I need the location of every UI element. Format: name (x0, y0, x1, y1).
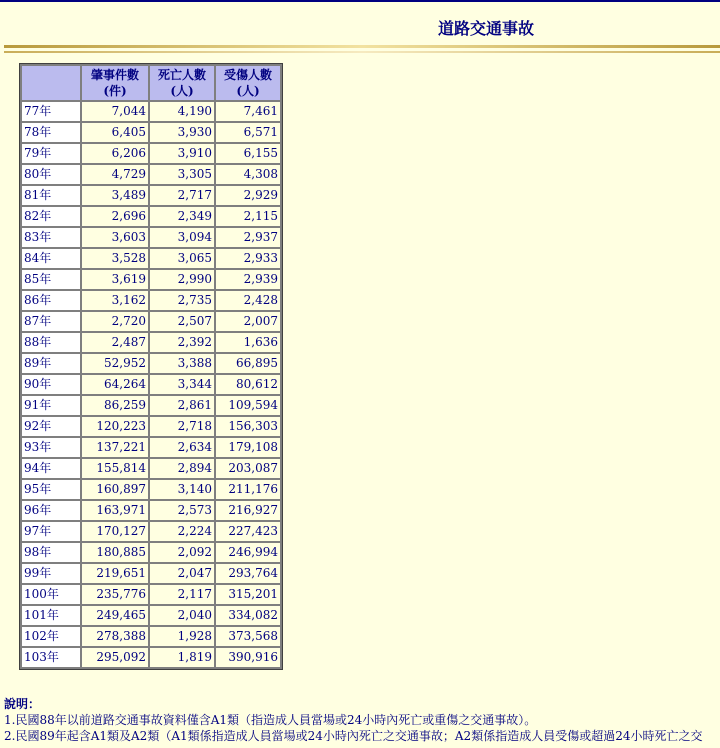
cell-injuries: 1,636 (216, 333, 280, 352)
accident-statistics-table (19, 63, 283, 670)
table-row (22, 543, 280, 562)
cell-year: 101年 (22, 606, 80, 625)
table-row (22, 606, 280, 625)
cell-accidents: 3,619 (82, 270, 148, 289)
table-row (22, 228, 280, 247)
cell-accidents: 7,044 (82, 102, 148, 121)
table-row (22, 270, 280, 289)
table-row (22, 123, 280, 142)
cell-year: 77年 (22, 102, 80, 121)
table-row (22, 312, 280, 331)
cell-deaths: 2,894 (150, 459, 214, 478)
cell-accidents: 2,720 (82, 312, 148, 331)
cell-injuries: 80,612 (216, 375, 280, 394)
cell-injuries: 66,895 (216, 354, 280, 373)
cell-year: 96年 (22, 501, 80, 520)
table-row (22, 417, 280, 436)
table-row (22, 249, 280, 268)
table-row (22, 438, 280, 457)
cell-deaths: 2,634 (150, 438, 214, 457)
cell-injuries: 373,568 (216, 627, 280, 646)
cell-injuries: 179,108 (216, 438, 280, 457)
cell-year: 88年 (22, 333, 80, 352)
cell-year: 91年 (22, 396, 80, 415)
header-deaths: 死亡人數 (人) (150, 66, 214, 100)
cell-year: 94年 (22, 459, 80, 478)
table-row (22, 501, 280, 520)
cell-injuries: 6,571 (216, 123, 280, 142)
cell-year: 98年 (22, 543, 80, 562)
cell-accidents: 4,729 (82, 165, 148, 184)
table-header-row (22, 66, 280, 100)
table-row (22, 102, 280, 121)
cell-deaths: 2,507 (150, 312, 214, 331)
table-row (22, 396, 280, 415)
cell-deaths: 3,305 (150, 165, 214, 184)
table-row (22, 459, 280, 478)
cell-injuries: 293,764 (216, 564, 280, 583)
cell-injuries: 203,087 (216, 459, 280, 478)
header-corner (22, 66, 80, 100)
table-row (22, 207, 280, 226)
cell-deaths: 2,047 (150, 564, 214, 583)
cell-deaths: 3,388 (150, 354, 214, 373)
notes-section (4, 696, 720, 744)
cell-accidents: 6,405 (82, 123, 148, 142)
cell-injuries: 6,155 (216, 144, 280, 163)
cell-deaths: 2,040 (150, 606, 214, 625)
cell-year: 79年 (22, 144, 80, 163)
cell-accidents: 2,696 (82, 207, 148, 226)
cell-year: 99年 (22, 564, 80, 583)
table-row (22, 333, 280, 352)
cell-deaths: 2,117 (150, 585, 214, 604)
cell-accidents: 137,221 (82, 438, 148, 457)
cell-accidents: 235,776 (82, 585, 148, 604)
cell-year: 102年 (22, 627, 80, 646)
cell-injuries: 109,594 (216, 396, 280, 415)
cell-deaths: 2,735 (150, 291, 214, 310)
table-row (22, 480, 280, 499)
cell-year: 81年 (22, 186, 80, 205)
cell-year: 85年 (22, 270, 80, 289)
cell-injuries: 334,082 (216, 606, 280, 625)
cell-accidents: 86,259 (82, 396, 148, 415)
cell-deaths: 1,928 (150, 627, 214, 646)
cell-accidents: 219,651 (82, 564, 148, 583)
header-accidents: 肇事件數 (件) (82, 66, 148, 100)
cell-deaths: 2,349 (150, 207, 214, 226)
table-row (22, 564, 280, 583)
cell-deaths: 2,861 (150, 396, 214, 415)
cell-accidents: 120,223 (82, 417, 148, 436)
cell-accidents: 52,952 (82, 354, 148, 373)
cell-deaths: 2,718 (150, 417, 214, 436)
cell-injuries: 227,423 (216, 522, 280, 541)
cell-injuries: 156,303 (216, 417, 280, 436)
cell-deaths: 3,094 (150, 228, 214, 247)
table-row (22, 165, 280, 184)
cell-accidents: 6,206 (82, 144, 148, 163)
cell-deaths: 3,140 (150, 480, 214, 499)
cell-accidents: 2,487 (82, 333, 148, 352)
table-row (22, 144, 280, 163)
cell-accidents: 3,489 (82, 186, 148, 205)
cell-accidents: 160,897 (82, 480, 148, 499)
cell-accidents: 3,603 (82, 228, 148, 247)
cell-injuries: 246,994 (216, 543, 280, 562)
cell-deaths: 2,224 (150, 522, 214, 541)
cell-deaths: 4,190 (150, 102, 214, 121)
cell-deaths: 3,930 (150, 123, 214, 142)
cell-deaths: 2,092 (150, 543, 214, 562)
cell-deaths: 2,990 (150, 270, 214, 289)
cell-year: 78年 (22, 123, 80, 142)
cell-injuries: 216,927 (216, 501, 280, 520)
header-injuries: 受傷人數 (人) (216, 66, 280, 100)
cell-injuries: 4,308 (216, 165, 280, 184)
table-body (22, 102, 280, 667)
table-row (22, 291, 280, 310)
cell-deaths: 3,910 (150, 144, 214, 163)
cell-injuries: 2,115 (216, 207, 280, 226)
cell-year: 90年 (22, 375, 80, 394)
cell-injuries: 2,428 (216, 291, 280, 310)
cell-deaths: 3,065 (150, 249, 214, 268)
cell-deaths: 2,717 (150, 186, 214, 205)
cell-injuries: 2,007 (216, 312, 280, 331)
cell-injuries: 2,933 (216, 249, 280, 268)
top-border (0, 0, 720, 2)
page-title: 道路交通事故 (438, 19, 535, 38)
table-row (22, 585, 280, 604)
cell-deaths: 2,573 (150, 501, 214, 520)
cell-accidents: 3,162 (82, 291, 148, 310)
cell-year: 84年 (22, 249, 80, 268)
cell-injuries: 211,176 (216, 480, 280, 499)
decorative-divider-secondary (4, 51, 720, 53)
cell-accidents: 295,092 (82, 648, 148, 667)
decorative-divider (4, 45, 720, 48)
cell-accidents: 3,528 (82, 249, 148, 268)
note-line-1: 1.民國88年以前道路交通事故資料僅含A1類（指造成人員當場或24小時內死亡或重傷之交通事故）。 (4, 713, 537, 727)
cell-year: 92年 (22, 417, 80, 436)
cell-year: 97年 (22, 522, 80, 541)
cell-accidents: 64,264 (82, 375, 148, 394)
cell-year: 100年 (22, 585, 80, 604)
cell-deaths: 1,819 (150, 648, 214, 667)
cell-year: 82年 (22, 207, 80, 226)
table-row (22, 186, 280, 205)
cell-injuries: 2,929 (216, 186, 280, 205)
note-line-2: 2.民國89年起含A1類及A2類（A1類係指造成人員當場或24小時內死亡之交通事故；A2類係指造成人員受傷或超過24小時死亡之交 (4, 729, 703, 743)
cell-accidents: 180,885 (82, 543, 148, 562)
cell-injuries: 315,201 (216, 585, 280, 604)
table-row (22, 627, 280, 646)
cell-accidents: 163,971 (82, 501, 148, 520)
cell-accidents: 249,465 (82, 606, 148, 625)
cell-injuries: 7,461 (216, 102, 280, 121)
cell-year: 80年 (22, 165, 80, 184)
notes-title: 說明： (4, 697, 41, 711)
cell-year: 83年 (22, 228, 80, 247)
cell-year: 87年 (22, 312, 80, 331)
cell-year: 93年 (22, 438, 80, 457)
cell-deaths: 2,392 (150, 333, 214, 352)
cell-year: 103年 (22, 648, 80, 667)
cell-accidents: 155,814 (82, 459, 148, 478)
cell-year: 95年 (22, 480, 80, 499)
cell-accidents: 170,127 (82, 522, 148, 541)
cell-injuries: 2,937 (216, 228, 280, 247)
cell-injuries: 390,916 (216, 648, 280, 667)
cell-injuries: 2,939 (216, 270, 280, 289)
cell-year: 89年 (22, 354, 80, 373)
table-row (22, 354, 280, 373)
cell-accidents: 278,388 (82, 627, 148, 646)
cell-deaths: 3,344 (150, 375, 214, 394)
cell-year: 86年 (22, 291, 80, 310)
table-row (22, 648, 280, 667)
table-row (22, 375, 280, 394)
table-row (22, 522, 280, 541)
